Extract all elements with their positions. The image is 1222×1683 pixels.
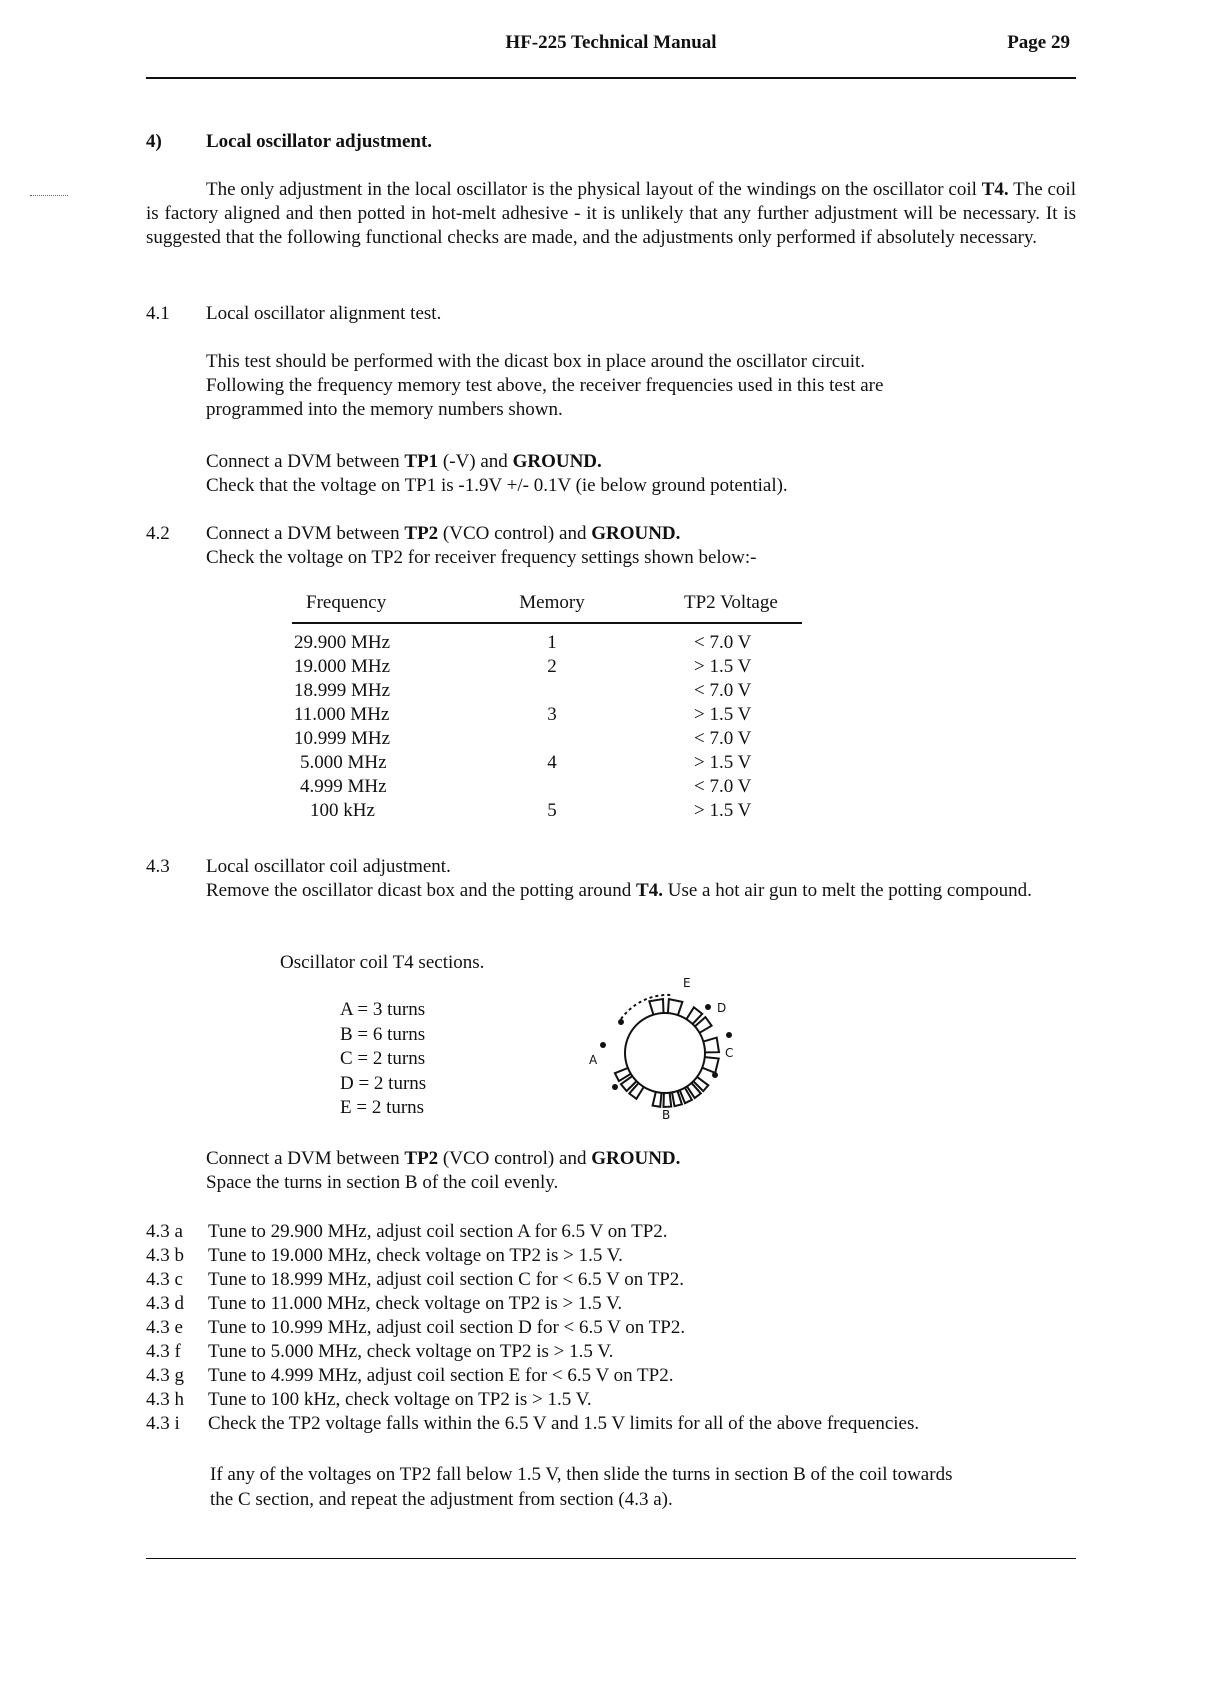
table-row	[292, 656, 802, 680]
s43-line-a: Remove the oscillator dicast box and the potting around	[206, 880, 632, 901]
cell-voltage: > 1.5 V	[694, 752, 752, 773]
s43-number: 4.3	[146, 856, 170, 877]
s41-line2: Following the frequency memory test above, the receiver frequencies used in this test are	[206, 375, 884, 396]
cell-frequency: 5.000 MHz	[300, 752, 387, 773]
cell-voltage: < 7.0 V	[694, 776, 752, 797]
cell-frequency: 18.999 MHz	[294, 680, 391, 701]
coil-winding	[664, 1093, 672, 1107]
cell-voltage: < 7.0 V	[694, 680, 752, 701]
header-memory: Memory	[519, 592, 585, 613]
label-c: C	[725, 1046, 734, 1060]
header-frequency: Frequency	[306, 592, 387, 613]
coil-diagram	[585, 975, 750, 1125]
label-a: A	[589, 1053, 598, 1067]
label-b: B	[662, 1108, 671, 1122]
s41-line3: programmed into the memory numbers shown.	[206, 399, 563, 420]
s41-check: Check that the voltage on TP1 is -1.9V +/- 0.1V (ie below ground potential).	[206, 475, 788, 496]
cell-voltage: > 1.5 V	[694, 656, 752, 677]
step-text: Tune to 100 kHz, check voltage on TP2 is > 1.5 V.	[208, 1389, 592, 1410]
step-label: 4.3 e	[146, 1317, 183, 1338]
s43-tp: TP2	[404, 1148, 439, 1169]
s42-number: 4.2	[146, 523, 170, 544]
coil-tap	[705, 1004, 711, 1010]
step-text: Tune to 5.000 MHz, check voltage on TP2 is > 1.5 V.	[208, 1341, 614, 1362]
s42-ground: GROUND.	[591, 523, 681, 544]
s41-connect	[206, 450, 602, 474]
table-row	[292, 728, 802, 752]
header-tp2-voltage: TP2 Voltage	[684, 592, 778, 613]
footer-rule	[146, 1558, 1076, 1559]
step-label: 4.3 h	[146, 1389, 184, 1410]
intro-text-b: The coil is factory aligned and then potted in hot-melt adhesive - it is unlikely that any further adjustment will be necessary. It is suggested that the following functional checks are made, and the adjustments only performed if absolutely necessary.	[146, 179, 1076, 248]
coil-tap	[712, 1072, 718, 1078]
step-text: Tune to 11.000 MHz, check voltage on TP2 is > 1.5 V.	[208, 1293, 623, 1314]
coil-tap	[618, 1019, 624, 1025]
table-row	[292, 680, 802, 704]
cell-memory: 1	[547, 632, 557, 653]
intro-coil-ref: T4.	[981, 179, 1009, 200]
turns-b: B = 6 turns	[340, 1023, 426, 1045]
table-row	[292, 632, 802, 656]
cell-voltage: > 1.5 V	[694, 800, 752, 821]
s42-connect	[206, 522, 680, 546]
coil-winding	[653, 1092, 662, 1107]
step-label: 4.3 d	[146, 1293, 184, 1314]
cell-memory: 5	[547, 800, 557, 821]
cell-memory: 2	[547, 656, 557, 677]
cell-frequency: 19.000 MHz	[294, 656, 391, 677]
cell-frequency: 10.999 MHz	[294, 728, 391, 749]
s42-check: Check the voltage on TP2 for receiver frequency settings shown below:-	[206, 547, 757, 568]
cell-frequency: 4.999 MHz	[300, 776, 387, 797]
coil-turns-list	[340, 998, 426, 1121]
coil-tap	[612, 1084, 618, 1090]
page-number: Page 29	[1007, 32, 1070, 53]
section-title: Local oscillator adjustment.	[206, 131, 433, 152]
section-number: 4)	[146, 131, 162, 152]
s43-connect-a: Connect a DVM between	[206, 1148, 400, 1169]
s43-space: Space the turns in section B of the coil evenly.	[206, 1172, 559, 1193]
s41-title: Local oscillator alignment test.	[206, 303, 442, 324]
cell-frequency: 100 kHz	[310, 800, 375, 821]
s43-connect	[206, 1147, 680, 1171]
frequency-table	[292, 592, 802, 824]
table-header	[292, 592, 802, 624]
label-e: E	[683, 976, 691, 990]
cell-frequency: 29.900 MHz	[294, 632, 391, 653]
closing-line1: If any of the voltages on TP2 fall below 1.5 V, then slide the turns in section B of the coil towards	[210, 1464, 953, 1485]
table-row	[292, 800, 802, 824]
intro-text-a: The only adjustment in the local oscillator is the physical layout of the windings on the oscillator coil	[206, 179, 977, 200]
s41-connect-b: (-V) and	[442, 451, 508, 472]
turns-a: A = 3 turns	[340, 999, 426, 1020]
table-row	[292, 776, 802, 800]
cell-frequency: 11.000 MHz	[294, 704, 390, 725]
s41-number: 4.1	[146, 303, 170, 324]
s41-line1: This test should be performed with the dicast box in place around the oscillator circuit.	[206, 351, 866, 372]
cell-voltage: < 7.0 V	[694, 632, 752, 653]
step-label: 4.3 a	[146, 1221, 183, 1242]
step-text: Tune to 4.999 MHz, adjust coil section E for < 6.5 V on TP2.	[208, 1365, 674, 1386]
closing-line2: the C section, and repeat the adjustment from section (4.3 a).	[210, 1489, 673, 1510]
cell-memory: 3	[547, 704, 557, 725]
s42-tp: TP2	[404, 523, 439, 544]
s43-instructions	[206, 879, 1076, 903]
s41-ground: GROUND.	[512, 451, 602, 472]
margin-mark	[30, 195, 68, 196]
s43-ground: GROUND.	[591, 1148, 681, 1169]
coil-core-inner	[625, 1013, 705, 1093]
s43-title: Local oscillator coil adjustment.	[206, 856, 451, 877]
step-label: 4.3 c	[146, 1269, 183, 1290]
coil-tap	[600, 1042, 606, 1048]
label-d: D	[717, 1001, 727, 1015]
step-text: Tune to 29.900 MHz, adjust coil section A for 6.5 V on TP2.	[208, 1221, 668, 1242]
coil-tap	[726, 1032, 732, 1038]
s41-tp: TP1	[404, 451, 439, 472]
cell-voltage: > 1.5 V	[694, 704, 752, 725]
s42-connect-b: (VCO control) and	[442, 523, 587, 544]
s43-t4: T4.	[636, 880, 663, 901]
coil-windings	[615, 999, 719, 1107]
step-label: 4.3 i	[146, 1413, 180, 1434]
table-row	[292, 752, 802, 776]
step-label: 4.3 f	[146, 1341, 181, 1362]
step-label: 4.3 g	[146, 1365, 184, 1386]
cell-voltage: < 7.0 V	[694, 728, 752, 749]
step-text: Tune to 18.999 MHz, adjust coil section C for < 6.5 V on TP2.	[208, 1269, 685, 1290]
s41-connect-a: Connect a DVM between	[206, 451, 400, 472]
step-text: Check the TP2 voltage falls within the 6.5 V and 1.5 V limits for all of the above frequencies.	[208, 1413, 920, 1434]
turns-e: E = 2 turns	[340, 1097, 425, 1118]
cell-memory: 4	[547, 752, 557, 773]
s43-line-b: Use a hot air gun to melt the potting compound.	[667, 880, 1032, 901]
step-text: Tune to 19.000 MHz, check voltage on TP2 is > 1.5 V.	[208, 1245, 623, 1266]
turns-d: D = 2 turns	[340, 1072, 427, 1094]
step-label: 4.3 b	[146, 1245, 184, 1266]
s42-connect-a: Connect a DVM between	[206, 523, 400, 544]
document-title: HF-225 Technical Manual	[505, 32, 717, 53]
section-intro	[146, 178, 1076, 250]
header-rule	[146, 77, 1076, 79]
turns-c: C = 2 turns	[340, 1048, 426, 1069]
diagram-title: Oscillator coil T4 sections.	[280, 952, 485, 973]
table-row	[292, 704, 802, 728]
step-text: Tune to 10.999 MHz, adjust coil section D for < 6.5 V on TP2.	[208, 1317, 686, 1338]
s43-connect-b: (VCO control) and	[442, 1148, 587, 1169]
